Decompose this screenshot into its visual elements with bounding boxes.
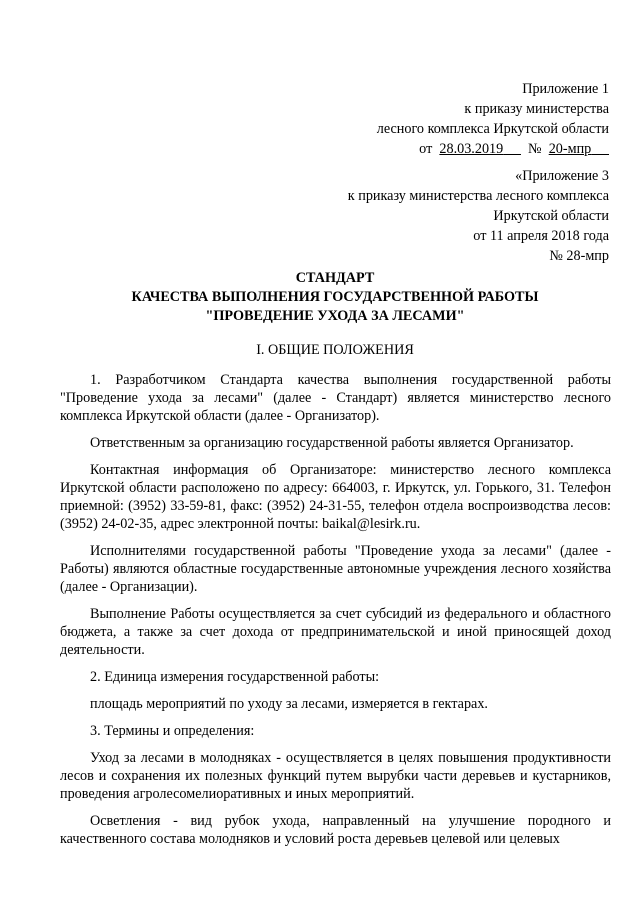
appendix-3-date: от 11 апреля 2018 года <box>473 228 609 244</box>
appendix-3-number: № 28-мпр <box>549 248 609 264</box>
paragraph: Осветления - вид рубок ухода, направленный на улучшение породного и качественного состава молодняков и условий роста деревьев целевой или целевых <box>60 813 611 847</box>
appendix-1-title: Приложение 1 <box>522 81 609 97</box>
title-line-3: "ПРОВЕДЕНИЕ УХОДА ЗА ЛЕСАМИ" <box>205 308 465 324</box>
paragraph: Контактная информация об Организаторе: министерство лесного комплекса Иркутской области расположено по адресу: 664003, г. Иркутск, ул. Горького, 31. Телефон приемной: (3952) 33-59-81, факс: (3952) 24-31-55, телефон отдела воспроизводства лесов: (3952) 24-02-35, адрес электронной почты: baikal@lesirk.ru. <box>60 462 611 532</box>
appendix-3-region: Иркутской области <box>493 208 609 224</box>
appendix-1-header <box>377 79 609 159</box>
paragraph: площадь мероприятий по уходу за лесами, измеряется в гектарах. <box>90 696 488 712</box>
appendix-3-header <box>348 166 609 266</box>
title-line-1: СТАНДАРТ <box>295 270 375 286</box>
order-date: 28.03.2019 <box>439 141 504 157</box>
appendix-3-title: «Приложение 3 <box>515 168 609 184</box>
paragraph: Ответственным за организацию государственной работы является Организатор. <box>90 435 574 451</box>
appendix-3-order-ref: к приказу министерства лесного комплекса <box>347 188 609 204</box>
paragraph: Исполнителями государственной работы "Проведение ухода за лесами" (далее - Работы) являются областные государственные автономные учреждения лесного хозяйства (далее - Организации). <box>60 543 611 595</box>
document-title <box>60 269 610 326</box>
paragraph: Уход за лесами в молодняках - осуществляется в целях повышения продуктивности лесов и сохранения их полезных функций путем вырубки части деревьев и кустарников, проведения агролесомелиоративных и иных мероприятий. <box>60 750 611 802</box>
appendix-1-ministry: лесного комплекса Иркутской области <box>376 121 609 137</box>
appendix-1-order-ref: к приказу министерства <box>464 101 609 117</box>
paragraph: 3. Термины и определения: <box>90 723 255 739</box>
section-heading: I. ОБЩИЕ ПОЛОЖЕНИЯ <box>256 342 414 358</box>
number-label: № <box>528 141 542 157</box>
order-number: 20-мпр <box>548 141 592 157</box>
paragraph: 1. Разработчиком Стандарта качества выполнения государственной работы "Проведение ухода за лесами" (далее - Стандарт) является министерство лесного комплекса Иркутской области (далее - Организатор). <box>60 372 611 424</box>
paragraph: 2. Единица измерения государственной работы: <box>90 669 380 685</box>
from-label: от <box>419 141 433 157</box>
appendix-1-date-number <box>377 139 609 159</box>
title-line-2: КАЧЕСТВА ВЫПОЛНЕНИЯ ГОСУДАРСТВЕННОЙ РАБОТЫ <box>131 289 539 305</box>
paragraph: Выполнение Работы осуществляется за счет субсидий из федерального и областного бюджета, а также за счет дохода от предпринимательской и иной приносящей доход деятельности. <box>60 606 611 658</box>
document-body <box>60 371 611 857</box>
